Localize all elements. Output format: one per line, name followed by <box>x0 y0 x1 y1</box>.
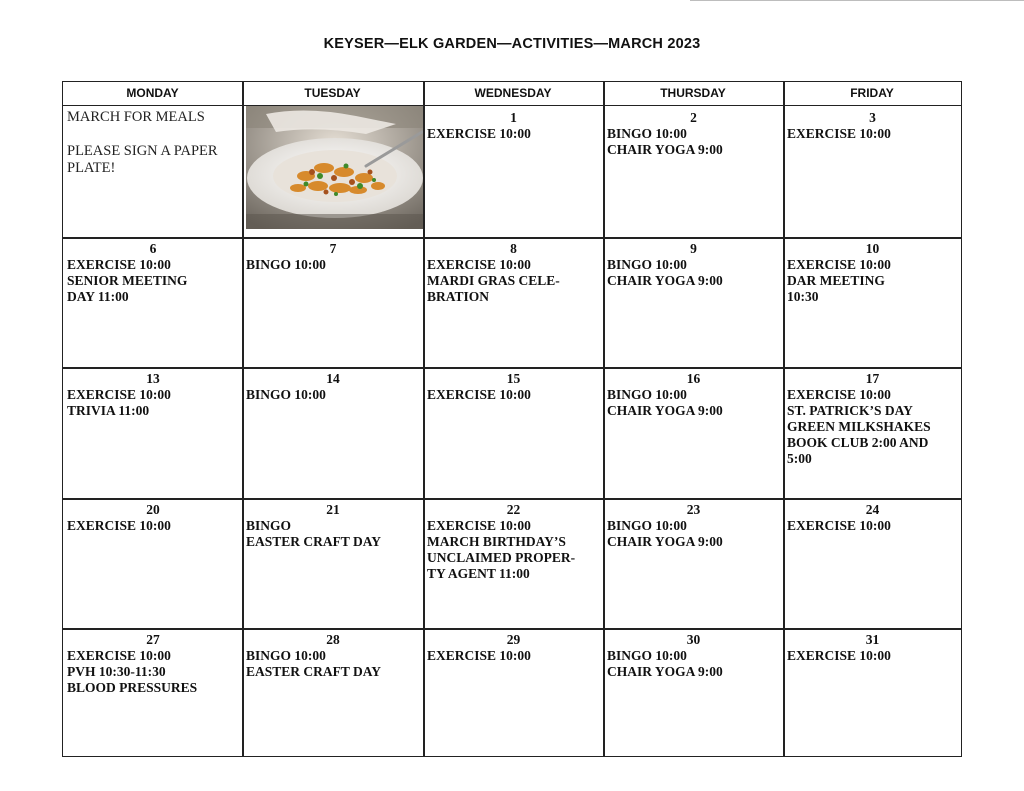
day-cell-9 <box>603 239 783 367</box>
note-line-1: MARCH FOR MEALS <box>67 109 205 125</box>
day-number: 27 <box>146 632 160 647</box>
event-line: BINGO 10:00 <box>246 648 326 663</box>
day-cell-30 <box>603 630 783 755</box>
event-line: MARCH BIRTHDAY’S <box>427 534 566 549</box>
day-cell-3 <box>783 108 961 237</box>
day-number: 1 <box>510 110 517 125</box>
event-line: DAR MEETING <box>787 273 885 288</box>
event-line: EXERCISE 10:00 <box>787 257 891 272</box>
weekday-header-wednesday: WEDNESDAY <box>423 82 603 106</box>
event-line: EXERCISE 10:00 <box>67 387 171 402</box>
day-number: 3 <box>869 110 876 125</box>
day-cell-27 <box>63 630 242 755</box>
day-cell-15 <box>423 369 603 498</box>
event-line: EXERCISE 10:00 <box>787 648 891 663</box>
event-line: CHAIR YOGA 9:00 <box>607 273 723 288</box>
day-cell-14 <box>242 369 423 498</box>
event-line: BINGO <box>246 518 292 533</box>
day-number: 23 <box>686 502 701 517</box>
march-for-meals-note <box>63 106 243 180</box>
event-line: EXERCISE 10:00 <box>787 126 891 141</box>
event-line: EASTER CRAFT DAY <box>246 664 382 679</box>
event-line: BINGO 10:00 <box>246 257 326 272</box>
day-cell-16 <box>603 369 783 498</box>
event-line: TRIVIA 11:00 <box>67 403 150 418</box>
day-cell-7 <box>242 239 423 367</box>
event-line: EASTER CRAFT DAY <box>246 534 382 549</box>
day-number: 16 <box>686 371 701 386</box>
day-number: 24 <box>865 502 880 517</box>
day-number: 31 <box>865 632 880 647</box>
calendar-grid <box>62 81 962 757</box>
event-line: BINGO 10:00 <box>607 126 687 141</box>
event-line: BINGO 10:00 <box>607 648 687 663</box>
event-line: CHAIR YOGA 9:00 <box>607 664 723 679</box>
day-number: 20 <box>146 502 160 517</box>
event-line: 10:30 <box>787 289 819 304</box>
event-line: BRATION <box>427 289 490 304</box>
note-line-2: PLEASE SIGN A PAPER <box>67 143 218 159</box>
day-number: 8 <box>510 241 517 256</box>
event-line: EXERCISE 10:00 <box>787 387 891 402</box>
day-number: 2 <box>690 110 697 125</box>
event-line: BINGO 10:00 <box>607 518 687 533</box>
day-cell-31 <box>783 630 961 755</box>
page-title: KEYSER—ELK GARDEN—ACTIVITIES—MARCH 2023 <box>323 36 701 52</box>
event-line: BINGO 10:00 <box>607 387 687 402</box>
note-line-3: PLATE! <box>67 160 116 176</box>
event-line: BINGO 10:00 <box>246 387 326 402</box>
day-number: 29 <box>506 632 521 647</box>
event-line: EXERCISE 10:00 <box>427 648 531 663</box>
day-cell-23 <box>603 500 783 628</box>
weekday-header-friday: FRIDAY <box>783 82 961 106</box>
event-line: EXERCISE 10:00 <box>427 387 531 402</box>
day-cell-6 <box>63 239 242 367</box>
event-line: BLOOD PRESSURES <box>67 680 198 695</box>
day-number: 22 <box>506 502 521 517</box>
event-line: BINGO 10:00 <box>607 257 687 272</box>
event-line: UNCLAIMED PROPER- <box>427 550 576 565</box>
event-line: EXERCISE 10:00 <box>787 518 891 533</box>
day-cell-13 <box>63 369 242 498</box>
day-cell-2 <box>603 108 783 237</box>
event-line: 5:00 <box>787 451 812 466</box>
weekday-header-tuesday: TUESDAY <box>242 82 423 106</box>
day-cell-1 <box>423 108 603 237</box>
event-line: ST. PATRICK’S DAY <box>787 403 913 418</box>
day-cell-21 <box>242 500 423 628</box>
day-number: 21 <box>326 502 340 517</box>
day-cell-28 <box>242 630 423 755</box>
event-line: EXERCISE 10:00 <box>67 257 171 272</box>
event-line: EXERCISE 10:00 <box>427 126 531 141</box>
event-line: EXERCISE 10:00 <box>67 518 171 533</box>
day-number: 6 <box>149 241 157 256</box>
event-line: EXERCISE 10:00 <box>427 518 531 533</box>
day-number: 13 <box>146 371 160 386</box>
day-number: 17 <box>865 371 880 386</box>
day-cell-29 <box>423 630 603 755</box>
event-line: GREEN MILKSHAKES <box>787 419 931 434</box>
event-line: SENIOR MEETING <box>67 273 188 288</box>
event-line: MARDI GRAS CELE- <box>427 273 560 288</box>
day-number: 9 <box>690 241 697 256</box>
day-number: 14 <box>326 371 340 386</box>
day-cell-8 <box>423 239 603 367</box>
day-number: 28 <box>326 632 340 647</box>
event-line: BOOK CLUB 2:00 AND <box>787 435 929 450</box>
event-line: EXERCISE 10:00 <box>67 648 171 663</box>
day-cell-17 <box>783 369 961 498</box>
day-number: 7 <box>329 241 337 256</box>
event-line: CHAIR YOGA 9:00 <box>607 403 723 418</box>
scan-edge-line <box>690 0 1024 1</box>
day-number: 10 <box>865 241 880 256</box>
event-line: CHAIR YOGA 9:00 <box>607 142 723 157</box>
day-number: 30 <box>686 632 701 647</box>
day-cell-22 <box>423 500 603 628</box>
event-line: DAY 11:00 <box>67 289 129 304</box>
day-number: 15 <box>506 371 521 386</box>
weekday-header-monday: MONDAY <box>63 82 242 106</box>
day-cell-20 <box>63 500 242 628</box>
event-line: PVH 10:30-11:30 <box>67 664 166 679</box>
weekday-header-thursday: THURSDAY <box>603 82 783 106</box>
event-line: TY AGENT 11:00 <box>427 566 530 581</box>
day-cell-24 <box>783 500 961 628</box>
pasta-dish-photo <box>246 106 424 229</box>
event-line: EXERCISE 10:00 <box>427 257 531 272</box>
day-cell-10 <box>783 239 961 367</box>
event-line: CHAIR YOGA 9:00 <box>607 534 723 549</box>
